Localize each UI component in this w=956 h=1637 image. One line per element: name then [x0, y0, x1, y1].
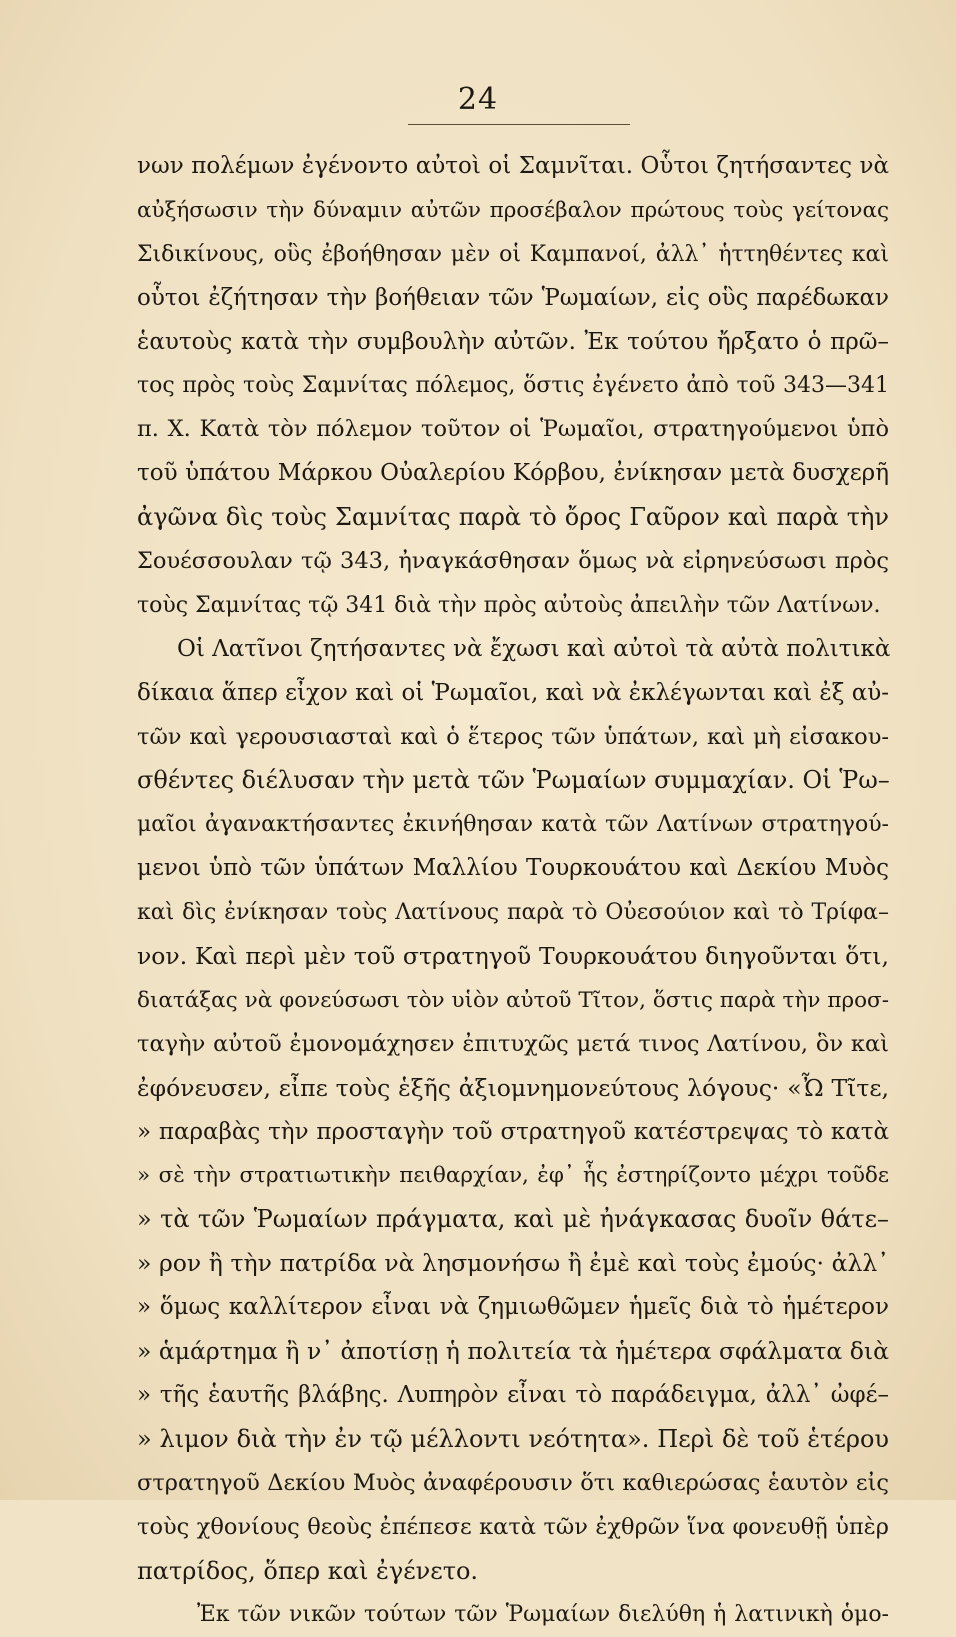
text-line: Οἱ Λατῖνοι ζητήσαντες νὰ ἔχωσι καὶ αὐτοὶ τὰ αὐτὰ πολιτικὰ [177, 635, 891, 662]
text-line: αὐξήσωσιν τὴν δύναμιν αὐτῶν προσέβαλον πρώτους τοὺς γείτονας [137, 197, 889, 223]
text-line: τῶν καὶ γερουσιασταὶ καὶ ὁ ἕτερος τῶν ὑπάτων, καὶ μὴ εἰσακου- [137, 723, 889, 750]
text-line: οὗτοι ἐζήτησαν τὴν βοήθειαν τῶν Ῥωμαίων, εἰς οὓς παρέδωκαν [137, 284, 889, 311]
text-line: τοῦ ὑπάτου Μάρκου Οὐαλερίου Κόρβου, ἐνίκησαν μετὰ δυσχερῆ [137, 460, 889, 487]
text-line: τοὺς Σαμνίτας τῷ 341 διὰ τὴν πρὸς αὐτοὺς ἀπειλὴν τῶν Λατίνων. [137, 592, 881, 618]
text-line: καὶ δὶς ἐνίκησαν τοὺς Λατίνους παρὰ τὸ Οὐεσούιον καὶ τὸ Τρίφα– [137, 900, 889, 926]
text-line: μενοι ὑπὸ τῶν ὑπάτων Μαλλίου Τουρκουάτου καὶ Δεκίου Μυὸς [137, 855, 889, 882]
text-line: νων πολέμων ἐγένοντο αὐτοὶ οἱ Σαμνῖται. Οὗτοι ζητήσαντες νὰ [137, 153, 889, 179]
text-line: » παραβὰς τὴν προσταγὴν τοῦ στρατηγοῦ κατέστρεψας τὸ κατὰ [137, 1118, 889, 1145]
text-line: π. Χ. Κατὰ τὸν πόλεμον τοῦτον οἱ Ῥωμαῖοι, στρατηγούμενοι ὑπὸ [137, 416, 889, 443]
text-line: Ἐκ τῶν νικῶν τούτων τῶν Ῥωμαίων διελύθη ἡ λατινικὴ ὁμο- [197, 1602, 889, 1628]
text-line: μαῖοι ἀγανακτήσαντες ἐκινήθησαν κατὰ τῶν Λατίνων στρατηγού- [137, 812, 889, 838]
text-line: ταγὴν αὐτοῦ ἐμονομάχησεν ἐπιτυχῶς μετά τινος Λατίνου, ὃν καὶ [137, 1030, 889, 1057]
text-line: δίκαια ἅπερ εἶχον καὶ οἱ Ῥωμαῖοι, καὶ νὰ ἐκλέγωνται καὶ ἐξ αὐ- [137, 679, 889, 706]
text-line: σθέντες διέλυσαν τὴν μετὰ τῶν Ῥωμαίων συμμαχίαν. Οἱ Ῥω– [137, 766, 890, 795]
text-line: τοὺς χθονίους θεοὺς ἐπέπεσε κατὰ τῶν ἐχθρῶν ἵνα φονευθῇ ὑπὲρ [137, 1513, 889, 1540]
text-line: τος πρὸς τοὺς Σαμνίτας πόλεμος, ὅστις ἐγένετο ἀπὸ τοῦ 343—341 [137, 373, 889, 399]
text-line: πατρίδος, ὅπερ καὶ ἐγένετο. [137, 1556, 479, 1585]
text-line: νον. Καὶ περὶ μὲν τοῦ στρατηγοῦ Τουρκουάτου διηγοῦνται ὅτι, [137, 942, 889, 971]
text-line: Σουέσσουλαν τῷ 343, ἠναγκάσθησαν ὅμως νὰ εἰρηνεύσωσι πρὸς [137, 548, 889, 575]
text-line: » τὰ τῶν Ῥωμαίων πράγματα, καὶ μὲ ἠνάγκασας δυοῖν θάτε– [137, 1205, 889, 1234]
text-line: διατάξας νὰ φονεύσωσι τὸν υἱὸν αὐτοῦ Τῖτον, ὅστις παρὰ τὴν προσ- [137, 987, 889, 1013]
text-line: Σιδικίνους, οὓς ἐβοήθησαν μὲν οἱ Καμπανοί, ἀλλ᾿ ἡττηθέντες καὶ [137, 241, 889, 267]
body-text [137, 145, 889, 1637]
text-line: ἐφόνευσεν, εἶπε τοὺς ἑξῆς ἀξιομνημονεύτους λόγους· «Ὦ Τῖτε, [137, 1073, 889, 1102]
text-line: » λιμον διὰ τὴν ἐν τῷ μέλλοντι νεότητα». Περὶ δὲ τοῦ ἑτέρου [137, 1424, 889, 1453]
text-line: στρατηγοῦ Δεκίου Μυὸς ἀναφέρουσιν ὅτι καθιερώσας ἑαυτὸν εἰς [137, 1469, 889, 1496]
header-rule [408, 124, 630, 125]
text-line: » ὅμως καλλίτερον εἶναι νὰ ζημιωθῶμεν ἡμεῖς διὰ τὸ ἡμέτερον [137, 1294, 889, 1321]
text-line: » τῆς ἑαυτῆς βλάβης. Λυπηρὸν εἶναι τὸ παράδειγμα, ἀλλ᾿ ὠφέ– [137, 1381, 889, 1408]
text-line: ἀγῶνα δὶς τοὺς Σαμνίτας παρὰ τὸ ὄρος Γαῦρον καὶ παρὰ τὴν [137, 503, 889, 532]
text-line: » ἁμάρτημα ἢ ν᾿ ἀποτίσῃ ἡ πολιτεία τὰ ἡμέτερα σφάλματα διὰ [137, 1337, 889, 1366]
text-line: ἑαυτοὺς κατὰ τὴν συμβουλὴν αὐτῶν. Ἐκ τούτου ἤρξατο ὁ πρῶ– [137, 328, 889, 355]
text-line: » ρον ἢ τὴν πατρίδα νὰ λησμονήσω ἢ ἐμὲ καὶ τοὺς ἐμούς· ἀλλ᾿ [137, 1249, 889, 1278]
page-number: 24 [457, 82, 499, 117]
text-line: » σὲ τὴν στρατιωτικὴν πειθαρχίαν, ἐφ᾿ ἧς ἐστηρίζοντο μέχρι τοῦδε [137, 1163, 889, 1189]
